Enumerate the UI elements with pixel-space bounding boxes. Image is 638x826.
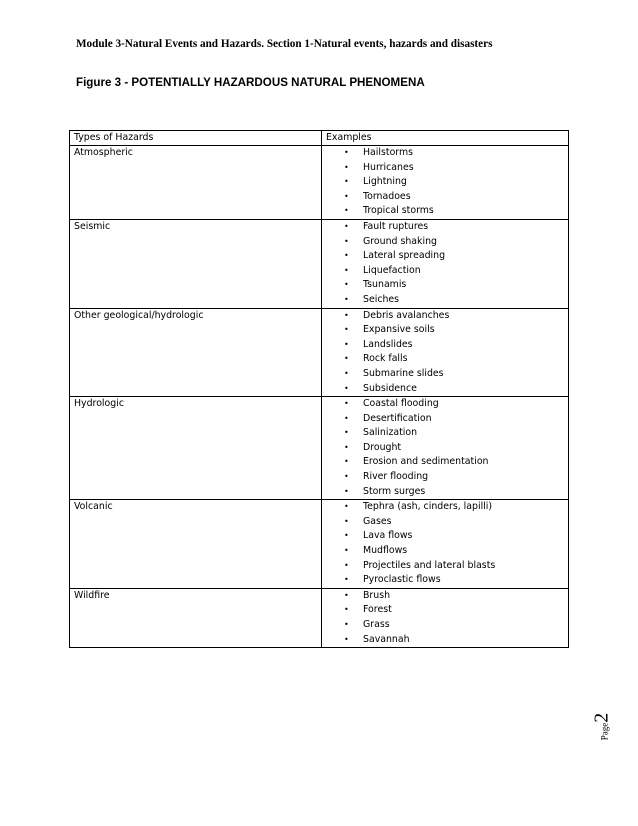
list-item: [322, 204, 568, 219]
bullet-icon: •: [344, 399, 349, 409]
hazard-type-cell: Wildfire: [70, 588, 322, 647]
examples-list: [322, 146, 568, 219]
example-text: Salinization: [363, 427, 418, 439]
figure-title: Figure 3 - POTENTIALLY HAZARDOUS NATURAL PHENOMENA: [76, 76, 425, 89]
list-item: [322, 249, 568, 264]
list-item: [322, 323, 568, 338]
example-text: Tornadoes: [363, 190, 411, 202]
bullet-icon: •: [344, 310, 349, 320]
table-row: [70, 219, 569, 308]
bullet-icon: •: [344, 251, 349, 261]
examples-cell: [322, 219, 569, 308]
bullet-icon: •: [344, 634, 349, 644]
example-text: Fault ruptures: [363, 220, 429, 232]
example-text: Lateral spreading: [363, 250, 446, 262]
examples-cell: [322, 500, 569, 589]
bullet-icon: •: [344, 325, 349, 335]
example-text: Ground shaking: [363, 235, 437, 247]
examples-cell: [322, 397, 569, 500]
bullet-icon: •: [344, 265, 349, 275]
page-number: [592, 703, 612, 749]
hazard-type-cell: Other geological/hydrologic: [70, 308, 322, 397]
list-item: [322, 589, 568, 604]
example-text: Storm surges: [363, 485, 426, 497]
table-row: [70, 146, 569, 220]
bullet-icon: •: [344, 531, 349, 541]
list-item: [322, 455, 568, 470]
example-text: Gases: [363, 515, 392, 527]
examples-list: [322, 309, 568, 397]
examples-list: [322, 397, 568, 499]
example-text: Liquefaction: [363, 264, 421, 276]
example-text: Coastal flooding: [363, 398, 439, 410]
bullet-icon: •: [344, 280, 349, 290]
hazards-table: [69, 130, 569, 648]
list-item: [322, 397, 568, 412]
example-text: Grass: [363, 619, 390, 630]
list-item: [322, 175, 568, 190]
bullet-icon: •: [344, 383, 349, 393]
table-body: [70, 146, 569, 648]
bullet-icon: •: [344, 560, 349, 570]
example-text: Drought: [363, 441, 402, 453]
bullet-icon: •: [344, 472, 349, 482]
list-item: [322, 352, 568, 367]
bullet-icon: •: [344, 162, 349, 172]
example-text: Debris avalanches: [363, 309, 450, 321]
bullet-icon: •: [344, 236, 349, 246]
examples-list: [322, 589, 568, 647]
bullet-icon: •: [344, 575, 349, 585]
example-text: Seiches: [363, 293, 400, 305]
bullet-icon: •: [344, 148, 349, 157]
list-item: [322, 264, 568, 279]
table-row: [70, 308, 569, 397]
hazard-type-cell: Atmospheric: [70, 146, 322, 220]
list-item: [322, 618, 568, 633]
column-header-types: Types of Hazards: [70, 131, 322, 146]
bullet-icon: •: [344, 294, 349, 304]
example-text: Projectiles and lateral blasts: [363, 559, 496, 571]
page-word: Page: [599, 722, 610, 741]
example-text: Expansive soils: [363, 324, 435, 336]
list-item: [322, 470, 568, 485]
example-text: Pyroclastic flows: [363, 574, 441, 586]
list-item: [322, 426, 568, 441]
example-text: Brush: [363, 589, 391, 601]
list-item: [322, 161, 568, 176]
bullet-icon: •: [344, 502, 349, 512]
examples-cell: [322, 146, 569, 220]
table-header-row: [70, 131, 569, 146]
list-item: [322, 500, 568, 515]
example-text: Lava flows: [363, 530, 413, 542]
hazard-type-cell: Seismic: [70, 219, 322, 308]
bullet-icon: •: [344, 442, 349, 452]
bullet-icon: •: [344, 413, 349, 423]
list-item: [322, 573, 568, 588]
list-item: [322, 412, 568, 427]
table-row: [70, 500, 569, 589]
example-text: Hurricanes: [363, 161, 414, 173]
bullet-icon: •: [344, 428, 349, 438]
list-item: [322, 529, 568, 544]
bullet-icon: •: [344, 516, 349, 526]
bullet-icon: •: [344, 457, 349, 467]
example-text: River flooding: [363, 471, 429, 483]
bullet-icon: •: [344, 177, 349, 187]
page-header: Module 3-Natural Events and Hazards. Section 1-Natural events, hazards and disasters: [76, 38, 493, 50]
examples-list: [322, 500, 568, 588]
list-item: [322, 338, 568, 353]
example-text: Submarine slides: [363, 367, 444, 379]
bullet-icon: •: [344, 486, 349, 496]
example-text: Subsidence: [363, 382, 417, 394]
example-text: Tephra (ash, cinders, lapilli): [363, 501, 493, 513]
bullet-icon: •: [344, 206, 349, 216]
example-text: Landslides: [363, 338, 413, 350]
bullet-icon: •: [344, 191, 349, 201]
hazard-type-cell: Hydrologic: [70, 397, 322, 500]
examples-cell: [322, 588, 569, 647]
table-row: [70, 588, 569, 647]
list-item: [322, 603, 568, 618]
example-text: Forest: [363, 604, 392, 616]
example-text: Rock falls: [363, 353, 408, 365]
example-text: Savannah: [363, 633, 410, 645]
list-item: [322, 235, 568, 250]
examples-list: [322, 220, 568, 308]
list-item: [322, 485, 568, 500]
list-item: [322, 278, 568, 293]
example-text: Tropical storms: [363, 205, 434, 217]
list-item: [322, 382, 568, 397]
bullet-icon: •: [344, 605, 349, 615]
table-row: [70, 397, 569, 500]
list-item: [322, 190, 568, 205]
example-text: Mudflows: [363, 545, 408, 557]
list-item: [322, 293, 568, 308]
list-item: [322, 559, 568, 574]
hazard-type-cell: Volcanic: [70, 500, 322, 589]
column-header-examples: Examples: [322, 131, 569, 146]
bullet-icon: •: [344, 368, 349, 378]
list-item: [322, 544, 568, 559]
list-item: [322, 309, 568, 324]
list-item: [322, 220, 568, 235]
bullet-icon: •: [344, 339, 349, 349]
example-text: Erosion and sedimentation: [363, 456, 489, 468]
bullet-icon: •: [344, 221, 349, 231]
list-item: [322, 633, 568, 648]
examples-cell: [322, 308, 569, 397]
page-number-value: 2: [590, 712, 613, 723]
example-text: Tsunamis: [363, 279, 407, 291]
bullet-icon: •: [344, 620, 349, 629]
bullet-icon: •: [344, 590, 349, 600]
list-item: [322, 367, 568, 382]
bullet-icon: •: [344, 546, 349, 556]
list-item: [322, 515, 568, 530]
example-text: Desertification: [363, 412, 432, 424]
bullet-icon: •: [344, 354, 349, 364]
list-item: [322, 146, 568, 161]
example-text: Lightning: [363, 176, 407, 188]
example-text: Hailstorms: [363, 147, 414, 158]
list-item: [322, 441, 568, 456]
